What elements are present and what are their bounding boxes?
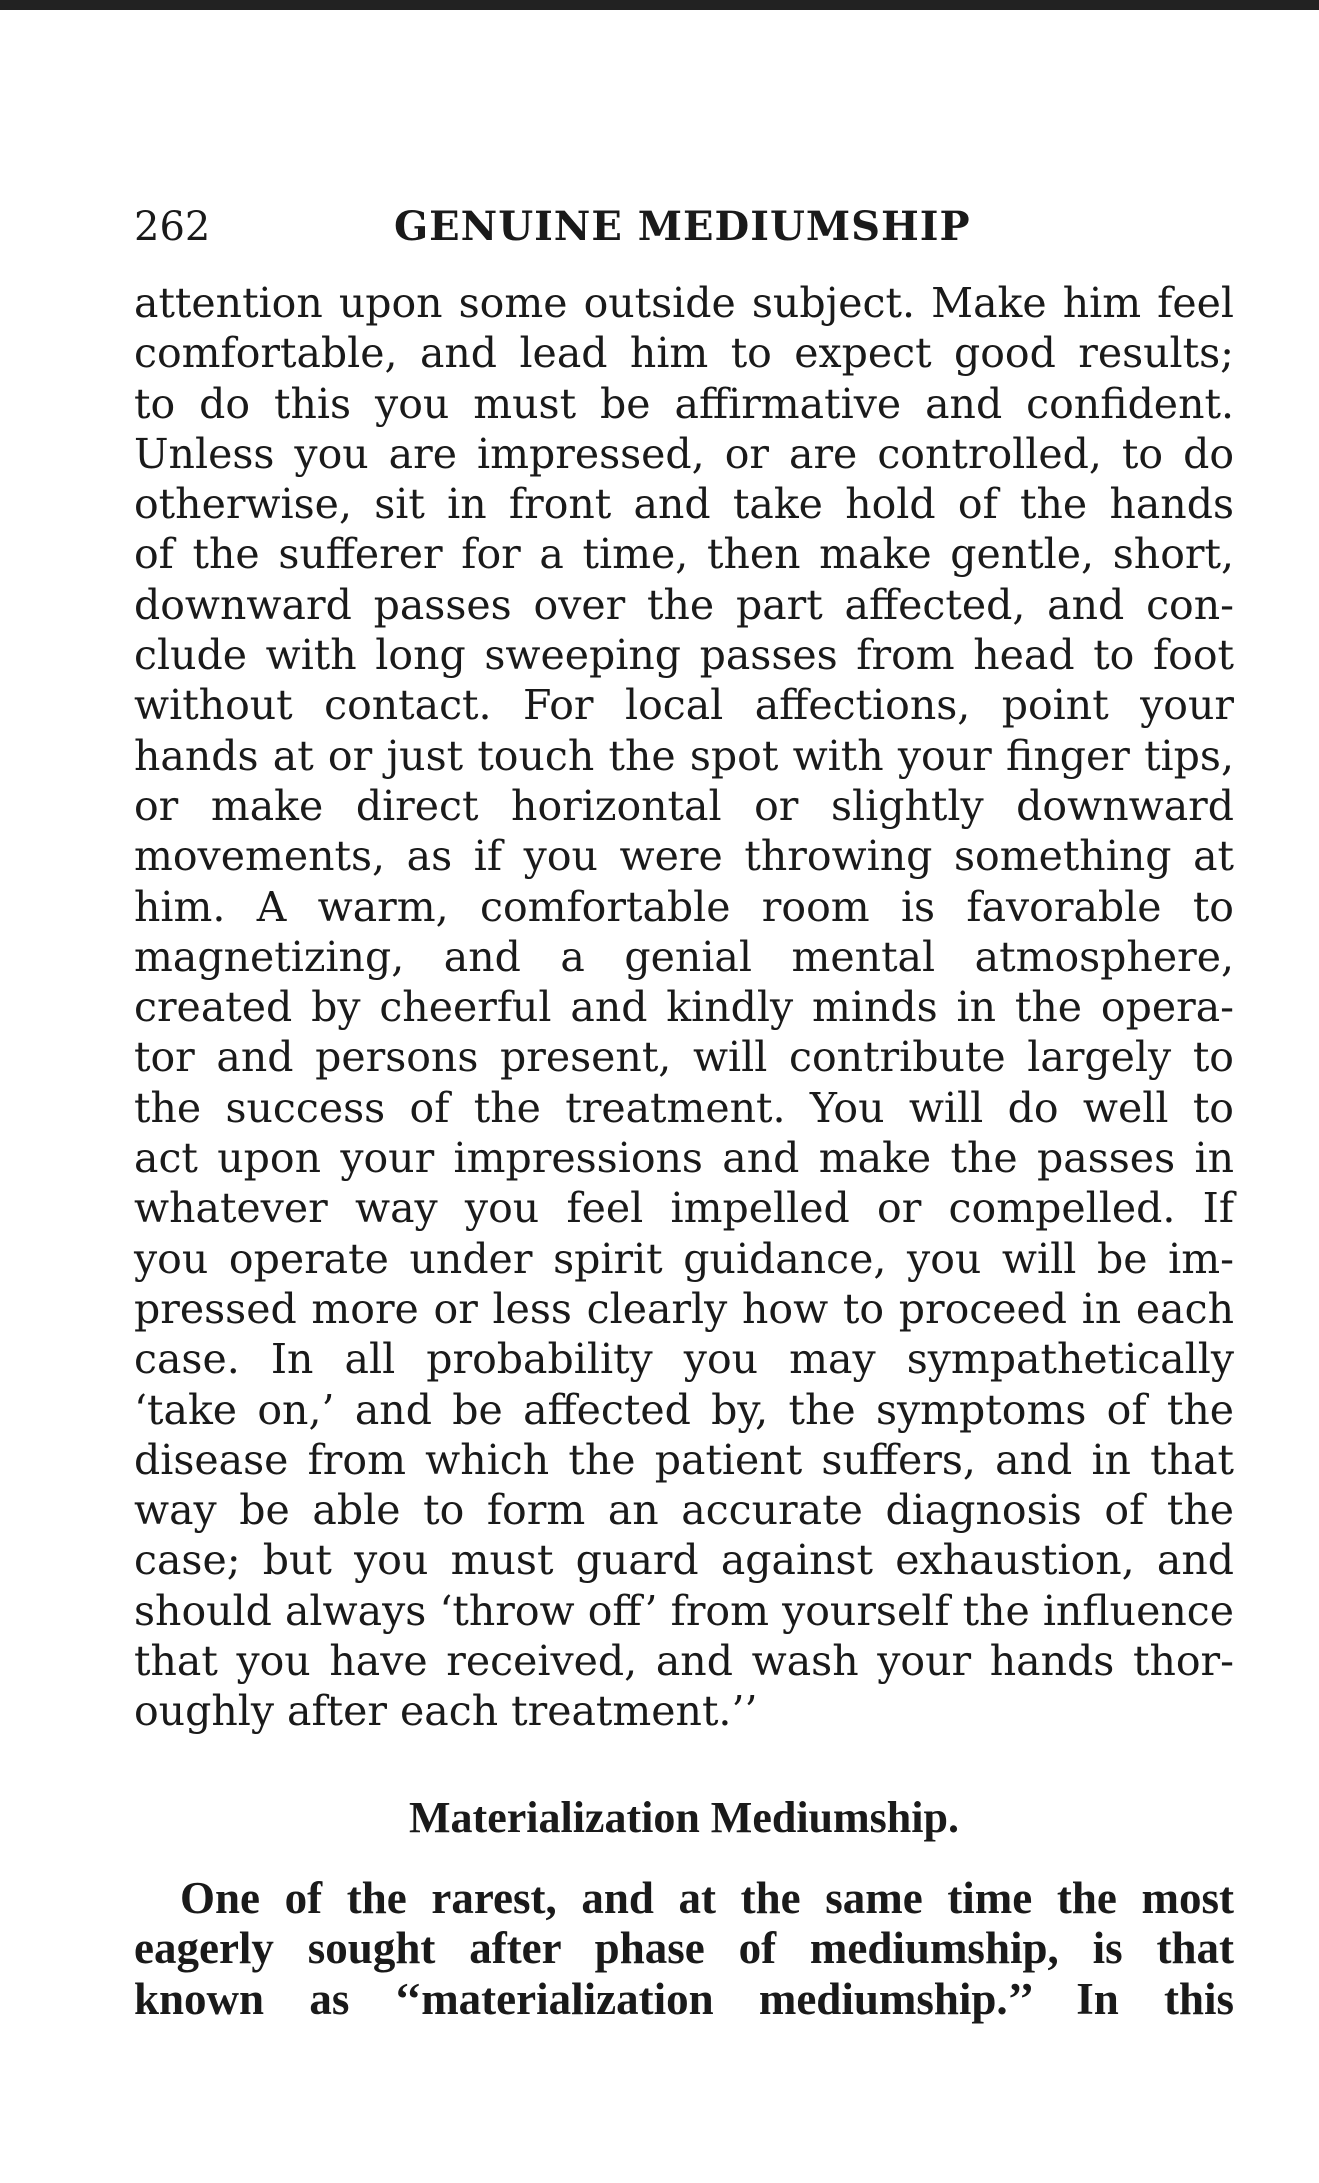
text-line: case; but you must guard against exhaustion, and	[134, 1536, 1234, 1585]
text-line: or make direct horizontal or slightly downward	[134, 781, 1234, 830]
text-line: otherwise, sit in front and take hold of the hands	[134, 480, 1234, 529]
text-line: the success of the treatment. You will do well to	[134, 1083, 1234, 1132]
text-line: pressed more or less clearly how to proceed in each	[134, 1284, 1234, 1333]
text-line: act upon your impressions and make the passes in	[134, 1134, 1234, 1183]
text-line: without contact. For local affections, point your	[134, 681, 1234, 730]
text-line: eagerly sought after phase of mediumship, is that	[134, 1923, 1234, 1974]
text-line: should always ‘throw off’ from yourself the influence	[134, 1586, 1234, 1635]
text-line: to do this you must be affirmative and confident.	[134, 379, 1234, 428]
text-line: attention upon some outside subject. Make him feel	[134, 279, 1234, 327]
text-line: way be able to form an accurate diagnosis of the	[134, 1486, 1234, 1535]
text-line: that you have received, and wash your hands thor-	[134, 1637, 1234, 1686]
text-line: of the sufferer for a time, then make gentle, short,	[134, 530, 1234, 579]
text-line: whatever way you feel impelled or compelled. If	[134, 1184, 1234, 1233]
running-title: GENUINE MEDIUMSHIP	[394, 203, 971, 250]
section-heading: Materialization Mediumship.	[409, 1793, 959, 1842]
text-line: magnetizing, and a genial mental atmosphere,	[134, 932, 1234, 981]
text-line: ‘take on,’ and be affected by, the symptoms of the	[134, 1385, 1234, 1434]
paragraph-continued	[134, 278, 1234, 1737]
page-number: 262	[134, 204, 211, 250]
text-line: created by cheerful and kindly minds in the opera-	[134, 983, 1234, 1032]
text-line: Unless you are impressed, or are controlled, to do	[134, 429, 1234, 478]
text-line: movements, as if you were throwing something at	[134, 832, 1234, 881]
text-line: known as ‘‘materialization mediumship.’’ In this	[134, 1973, 1234, 2024]
text-line: him. A warm, comfortable room is favorable to	[134, 882, 1234, 931]
top-border-rule	[0, 0, 1319, 10]
text-line: comfortable, and lead him to expect good results;	[134, 329, 1234, 378]
text-line: One of the rarest, and at the same time the most	[180, 1873, 1234, 1923]
text-line: case. In all probability you may sympathetically	[134, 1335, 1234, 1384]
text-line: oughly after each treatment.’’	[134, 1687, 758, 1736]
text-line: clude with long sweeping passes from head to foot	[134, 631, 1234, 680]
page-header	[134, 202, 1234, 252]
text-line: tor and persons present, will contribute largely to	[134, 1033, 1234, 1082]
text-line: hands at or just touch the spot with your finger tips,	[134, 731, 1234, 780]
text-line: downward passes over the part affected, and con-	[134, 580, 1234, 629]
paragraph-new	[134, 1873, 1234, 2024]
text-line: disease from which the patient suffers, and in that	[134, 1435, 1234, 1484]
text-line: you operate under spirit guidance, you will be im-	[134, 1234, 1234, 1283]
